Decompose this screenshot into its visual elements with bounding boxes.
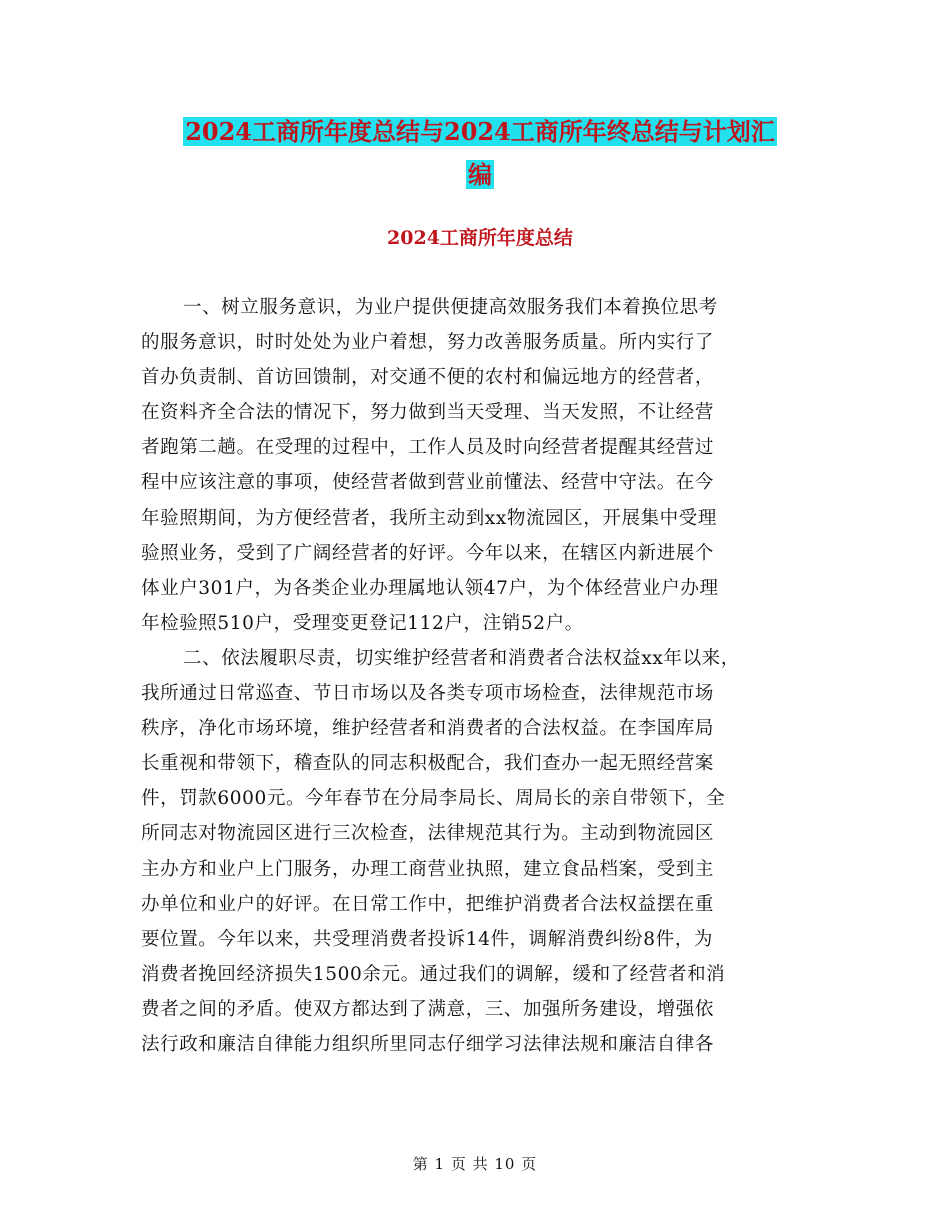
body-line: 我所通过日常巡查、节日市场以及各类专项市场检查，法律规范市场: [141, 683, 715, 705]
body-line: 长重视和带领下，稽查队的同志积极配合，我们查办一起无照经营案: [141, 753, 715, 775]
body-line: 法行政和廉洁自律能力组织所里同志仔细学习法律法规和廉洁自律各: [141, 1033, 715, 1055]
body-line: 验照业务，受到了广阔经营者的好评。今年以来，在辖区内新进展个: [141, 542, 715, 564]
document-title-highlight-1: 2024工商所年度总结与2024工商所年终总结与计划汇: [185, 117, 775, 146]
body-line: 者跑第二趟。在受理的过程中，工作人员及时向经营者提醒其经营过: [141, 437, 715, 459]
page-footer: 第 1 页 共 10 页: [412, 1155, 538, 1173]
body-line: 年验照期间，为方便经营者，我所主动到xx物流园区，开展集中受理: [141, 507, 717, 529]
body-line: 二、依法履职尽责，切实维护经营者和消费者合法权益xx年以来，: [183, 647, 740, 669]
body-line: 首办负责制、首访回馈制，对交通不便的农村和偏远地方的经营者，: [141, 367, 715, 389]
body-line: 办单位和业户的好评。在日常工作中，把维护消费者合法权益摆在重: [141, 893, 715, 915]
body-line: 体业户301户，为各类企业办理属地认领47户，为个体经营业户办理: [141, 577, 719, 599]
body-line: 费者之间的矛盾。使双方都达到了满意，三、加强所务建设，增强依: [141, 998, 715, 1020]
body-line: 主办方和业户上门服务，办理工商营业执照，建立食品档案，受到主: [141, 858, 715, 880]
body-line: 一、树立服务意识，为业户提供便捷高效服务我们本着换位思考: [183, 297, 718, 318]
body-line: 要位置。今年以来，共受理消费者投诉14件，调解消费纠纷8件，为: [141, 928, 713, 950]
document-title-highlight-2: 编: [468, 160, 492, 189]
body-line: 秩序，净化市场环境，维护经营者和消费者的合法权益。在李国库局: [141, 718, 715, 740]
body-line: 消费者挽回经济损失1500余元。通过我们的调解，缓和了经营者和消: [141, 963, 726, 985]
body-line: 年检验照510户，受理变更登记112户，注销52户。: [141, 612, 584, 634]
section-title: 2024工商所年度总结: [387, 227, 573, 249]
body-line: 所同志对物流园区进行三次检查，法律规范其行为。主动到物流园区: [141, 823, 715, 845]
document-title-line-2: [140, 153, 820, 197]
body-line: 程中应该注意的事项，使经营者做到营业前懂法、经营中守法。在今: [141, 472, 715, 494]
document-title-line-1: [140, 110, 820, 154]
body-line: 的服务意识，时时处处为业户着想，努力改善服务质量。所内实行了: [141, 332, 715, 354]
body-line: 件，罚款6000元。今年春节在分局李局长、周局长的亲自带领下，全: [141, 788, 726, 810]
body-text: [141, 290, 831, 1062]
body-line: 在资料齐全合法的情况下，努力做到当天受理、当天发照，不让经营: [141, 402, 715, 424]
